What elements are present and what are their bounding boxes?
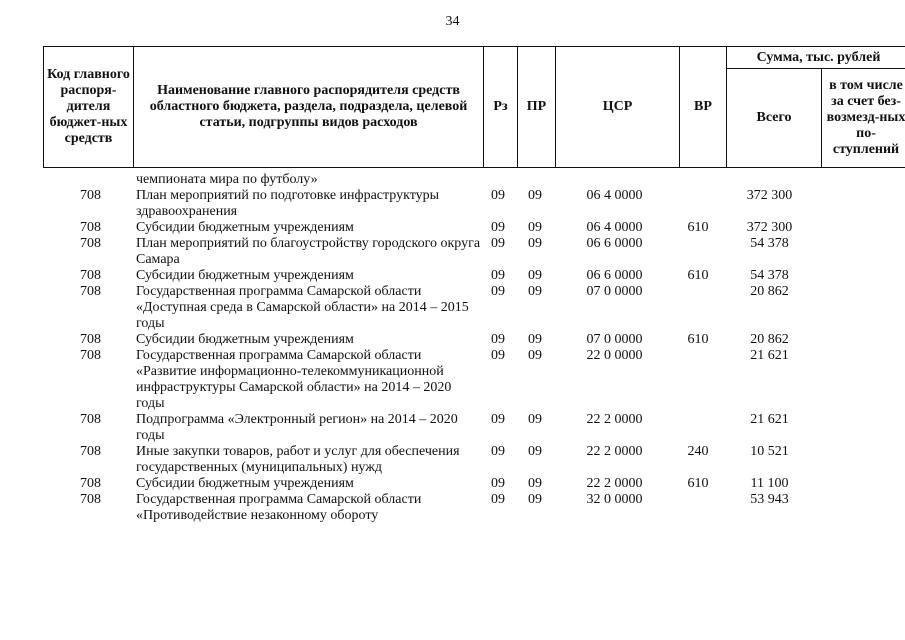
row-pr: 09	[528, 332, 542, 347]
row-csr: 22 2 0000	[586, 476, 643, 491]
row-rz: 09	[491, 220, 505, 235]
row-total: 54 378	[750, 236, 789, 251]
table-row	[43, 284, 890, 332]
row-csr: 22 2 0000	[586, 412, 643, 427]
row-csr: 06 4 0000	[586, 220, 643, 235]
row-rz: 09	[491, 332, 505, 347]
row-csr: 07 0 0000	[586, 332, 643, 347]
table-row	[43, 332, 890, 348]
row-name: План мероприятий по благоустройству городского округа Самара	[136, 236, 481, 267]
row-pr: 09	[528, 236, 542, 251]
row-code: 708	[80, 220, 101, 235]
row-code: 708	[80, 348, 101, 363]
row-code: 708	[80, 332, 101, 347]
row-name: Иные закупки товаров, работ и услуг для обеспечения государственных (муниципальных) нужд	[136, 444, 460, 475]
row-pr: 09	[528, 492, 542, 507]
row-rz: 09	[491, 492, 505, 507]
row-code: 708	[80, 236, 101, 251]
table-row	[43, 492, 890, 524]
row-csr: 06 6 0000	[586, 268, 643, 283]
header-sum: Сумма, тыс. рублей	[727, 47, 905, 69]
row-rz: 09	[491, 268, 505, 283]
row-vr: 610	[687, 476, 709, 491]
table-row	[43, 412, 890, 444]
row-name: Субсидии бюджетным учреждениям	[136, 476, 354, 491]
table-row	[43, 172, 890, 188]
row-total: 20 862	[750, 332, 789, 347]
header-rz: Рз	[484, 47, 518, 168]
row-pr: 09	[528, 444, 542, 459]
row-csr: 06 4 0000	[586, 188, 643, 203]
row-name: Государственная программа Самарской области «Доступная среда в Самарской области» на 2014 – 2015 годы	[136, 284, 469, 331]
row-name: Субсидии бюджетным учреждениям	[136, 332, 354, 347]
row-vr: 610	[687, 268, 709, 283]
row-pr: 09	[528, 284, 542, 299]
row-total: 21 621	[750, 412, 789, 427]
row-total: 54 378	[750, 268, 789, 283]
row-csr: 32 0 0000	[586, 492, 643, 507]
row-name: Государственная программа Самарской области «Противодействие незаконному обороту	[136, 492, 422, 523]
table-header	[43, 46, 905, 168]
header-pr: ПР	[518, 47, 556, 168]
row-name: Субсидии бюджетным учреждениям	[136, 268, 354, 283]
row-pr: 09	[528, 348, 542, 363]
row-total: 372 300	[746, 220, 793, 235]
row-code: 708	[80, 284, 101, 299]
row-csr: 22 0 0000	[586, 348, 643, 363]
row-name: Государственная программа Самарской области «Развитие информационно-телекоммуникационной инфраструктуры Самарской области» на 2014 – 2020 годы	[136, 348, 452, 411]
header-csr: ЦСР	[556, 47, 680, 168]
table-row	[43, 236, 890, 268]
header-vr: ВР	[680, 47, 727, 168]
row-name: Подпрограмма «Электронный регион» на 2014 – 2020 годы	[136, 412, 458, 443]
row-rz: 09	[491, 444, 505, 459]
header-total: Всего	[727, 69, 822, 168]
row-total: 53 943	[750, 492, 789, 507]
row-rz: 09	[491, 476, 505, 491]
row-code: 708	[80, 412, 101, 427]
row-pr: 09	[528, 188, 542, 203]
row-csr: 07 0 0000	[586, 284, 643, 299]
row-csr: 06 6 0000	[586, 236, 643, 251]
row-total: 372 300	[746, 188, 793, 203]
table-row	[43, 444, 890, 476]
row-code: 708	[80, 188, 101, 203]
table-body	[43, 172, 890, 524]
row-vr: 610	[687, 332, 709, 347]
row-name: чемпионата мира по футболу»	[136, 172, 318, 187]
row-pr: 09	[528, 220, 542, 235]
table-row	[43, 476, 890, 492]
table-row	[43, 268, 890, 284]
row-name: План мероприятий по подготовке инфраструктуры здравоохранения	[136, 188, 440, 219]
page-number: 34	[445, 14, 460, 29]
table-row	[43, 220, 890, 236]
row-rz: 09	[491, 236, 505, 251]
row-vr: 610	[687, 220, 709, 235]
row-total: 10 521	[750, 444, 789, 459]
row-pr: 09	[528, 412, 542, 427]
row-code: 708	[80, 476, 101, 491]
row-rz: 09	[491, 284, 505, 299]
row-name: Субсидии бюджетным учреждениям	[136, 220, 354, 235]
header-name: Наименование главного распорядителя средств областного бюджета, раздела, подраздела, целевой статьи, подгруппы видов расходов	[134, 47, 484, 168]
row-code: 708	[80, 268, 101, 283]
row-total: 21 621	[750, 348, 789, 363]
header-code: Код главного распоря-дителя бюджет-ных средств	[44, 47, 134, 168]
row-total: 20 862	[750, 284, 789, 299]
table-row	[43, 188, 890, 220]
row-vr: 240	[687, 444, 709, 459]
row-pr: 09	[528, 268, 542, 283]
row-total: 11 100	[750, 476, 789, 491]
row-code: 708	[80, 444, 101, 459]
table-row	[43, 348, 890, 412]
row-csr: 22 2 0000	[586, 444, 643, 459]
row-pr: 09	[528, 476, 542, 491]
row-rz: 09	[491, 412, 505, 427]
row-code: 708	[80, 492, 101, 507]
row-rz: 09	[491, 348, 505, 363]
row-rz: 09	[491, 188, 505, 203]
header-free: в том числе за счет без-возмезд-ных по-ступлений	[822, 69, 905, 168]
